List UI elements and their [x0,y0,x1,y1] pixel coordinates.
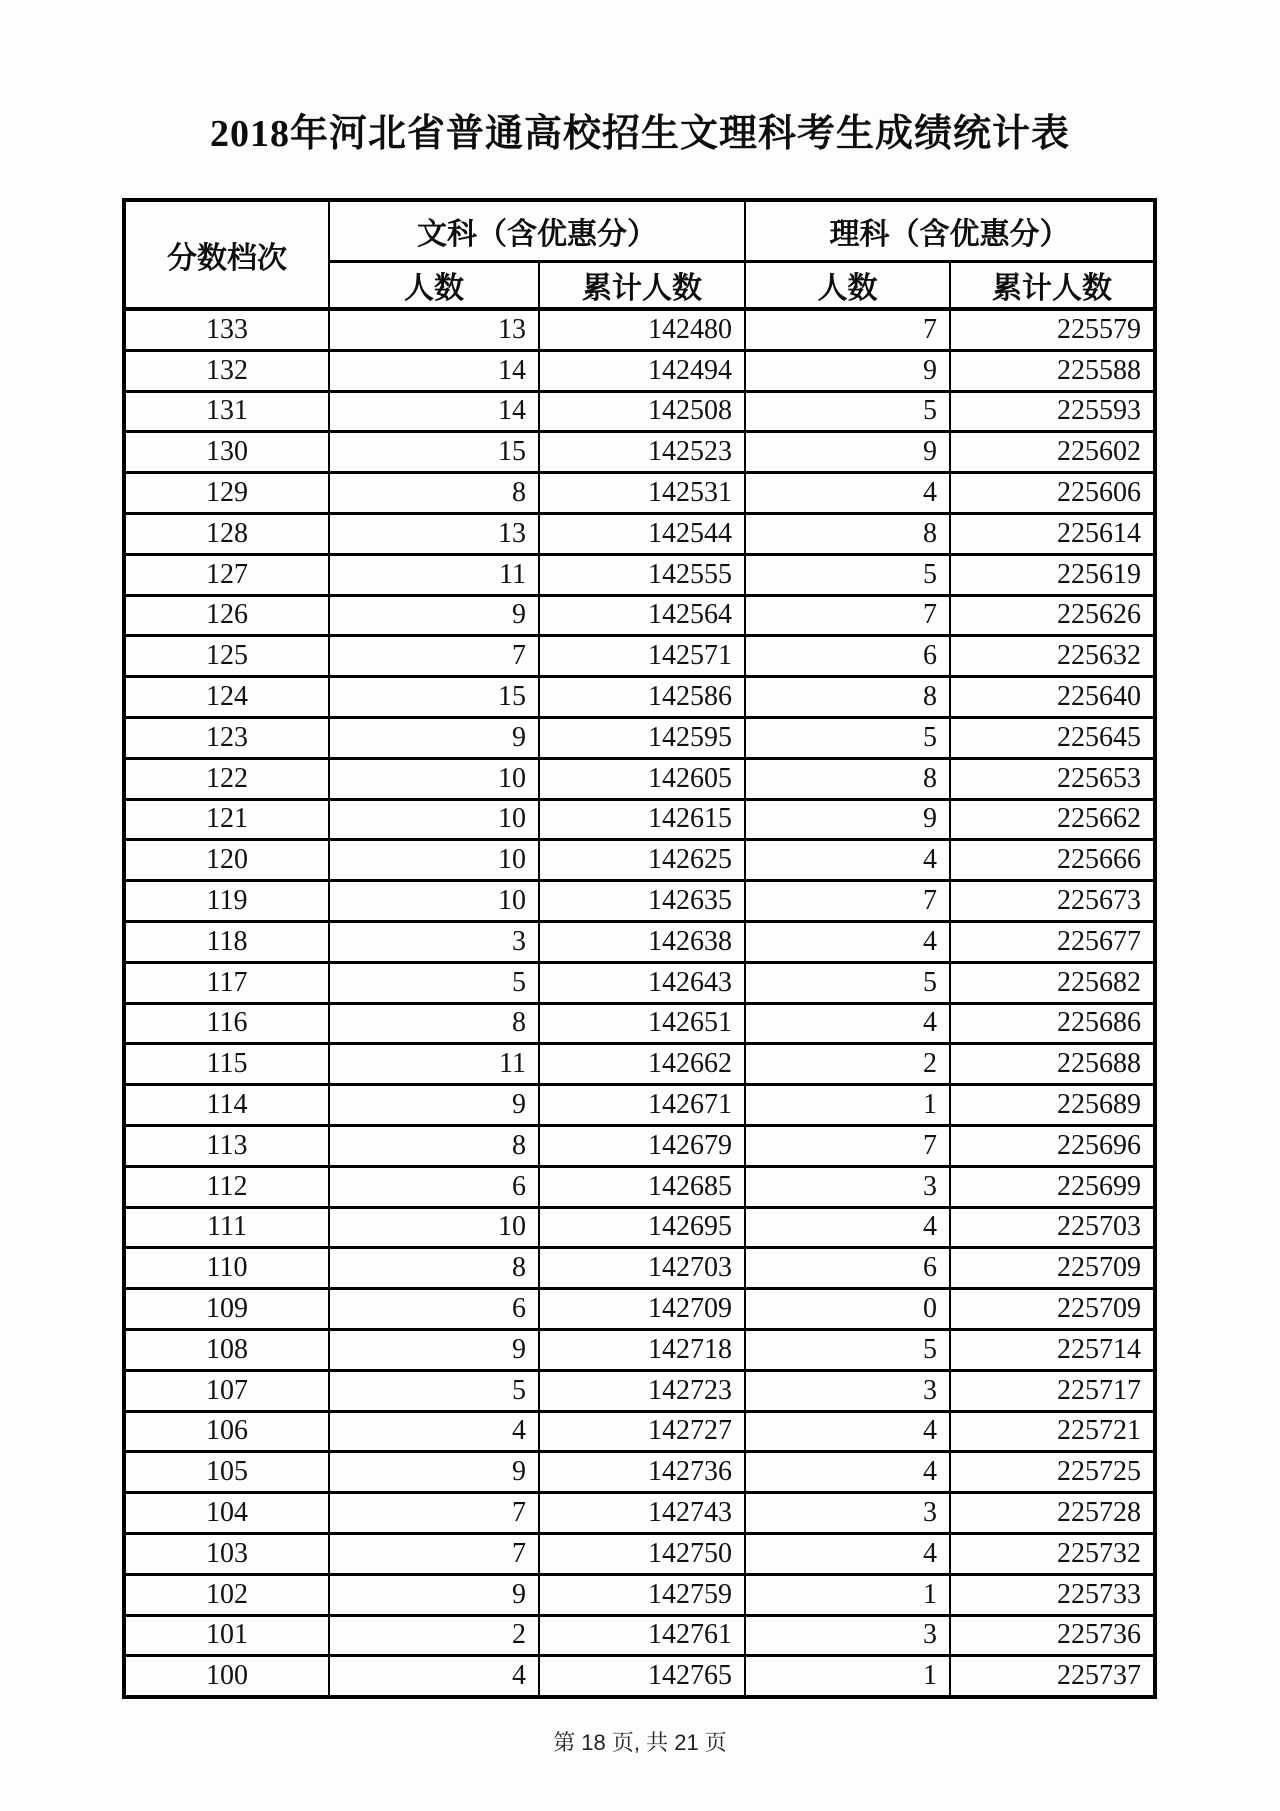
score-level-cell: 126 [124,595,329,636]
score-level-cell: 108 [124,1329,329,1370]
wenke-count-cell: 9 [329,1329,539,1370]
like-cumulative-cell: 225699 [950,1166,1155,1207]
wenke-count-cell: 8 [329,1248,539,1289]
like-cumulative-cell: 225682 [950,962,1155,1003]
like-count-cell: 9 [745,799,950,840]
table-row [124,881,1155,922]
wenke-cumulative-cell: 142679 [539,1125,745,1166]
like-count-cell: 7 [745,309,950,350]
like-count-cell: 9 [745,432,950,473]
table-row [124,1044,1155,1085]
wenke-count-cell: 9 [329,595,539,636]
like-count-cell: 2 [745,1044,950,1085]
table-row [124,1248,1155,1289]
wenke-count-cell: 8 [329,473,539,514]
wenke-cumulative-cell: 142695 [539,1207,745,1248]
like-cumulative-cell: 225606 [950,473,1155,514]
like-cumulative-cell: 225645 [950,717,1155,758]
score-level-cell: 128 [124,513,329,554]
table-row [124,391,1155,432]
like-cumulative-cell: 225732 [950,1533,1155,1574]
like-count-cell: 4 [745,840,950,881]
like-count-cell: 1 [745,1574,950,1615]
wenke-cumulative-cell: 142662 [539,1044,745,1085]
wenke-count-cell: 14 [329,350,539,391]
score-level-cell: 112 [124,1166,329,1207]
wenke-cumulative-cell: 142703 [539,1248,745,1289]
wenke-count-cell: 9 [329,1574,539,1615]
wenke-cumulative-cell: 142531 [539,473,745,514]
score-level-cell: 105 [124,1452,329,1493]
wenke-cumulative-cell: 142494 [539,350,745,391]
wenke-count-cell: 10 [329,799,539,840]
table-row [124,432,1155,473]
like-count-cell: 4 [745,1003,950,1044]
like-count-cell: 5 [745,717,950,758]
wenke-cumulative-cell: 142555 [539,554,745,595]
wenke-cumulative-cell: 142508 [539,391,745,432]
wenke-count-cell: 10 [329,840,539,881]
like-count-cell: 0 [745,1289,950,1330]
table-row [124,1370,1155,1411]
score-level-cell: 125 [124,636,329,677]
table-header-group-row [124,200,1155,262]
like-count-cell: 7 [745,881,950,922]
wenke-cumulative-cell: 142750 [539,1533,745,1574]
like-count-cell: 6 [745,636,950,677]
wenke-count-cell: 6 [329,1289,539,1330]
table-row [124,1452,1155,1493]
table-row [124,1289,1155,1330]
like-cumulative-cell: 225714 [950,1329,1155,1370]
wenke-cumulative-cell: 142743 [539,1493,745,1534]
like-cumulative-cell: 225709 [950,1289,1155,1330]
wenke-count-cell: 13 [329,309,539,350]
table-row [124,1085,1155,1126]
like-cumulative-cell: 225602 [950,432,1155,473]
score-level-cell: 114 [124,1085,329,1126]
score-level-cell: 110 [124,1248,329,1289]
wenke-count-cell: 9 [329,717,539,758]
table-row [124,758,1155,799]
like-count-cell: 1 [745,1085,950,1126]
score-level-cell: 109 [124,1289,329,1330]
like-cumulative-cell: 225579 [950,309,1155,350]
wenke-count-cell: 15 [329,432,539,473]
like-cumulative-cell: 225653 [950,758,1155,799]
wenke-cumulative-cell: 142615 [539,799,745,840]
wenke-cumulative-cell: 142685 [539,1166,745,1207]
wenke-count-cell: 3 [329,921,539,962]
table-row [124,595,1155,636]
like-cumulative-cell: 225626 [950,595,1155,636]
wenke-cumulative-cell: 142564 [539,595,745,636]
table-row [124,1533,1155,1574]
table-row [124,1615,1155,1656]
table-row [124,962,1155,1003]
wenke-count-cell: 5 [329,1370,539,1411]
wenke-count-cell: 9 [329,1085,539,1126]
wenke-cumulative-cell: 142480 [539,309,745,350]
table-row [124,1125,1155,1166]
wenke-count-cell: 6 [329,1166,539,1207]
like-cumulative-cell: 225588 [950,350,1155,391]
score-level-cell: 103 [124,1533,329,1574]
like-cumulative-cell: 225593 [950,391,1155,432]
wenke-cumulative-cell: 142605 [539,758,745,799]
table-row [124,350,1155,391]
table-row [124,1207,1155,1248]
wenke-cumulative-cell: 142625 [539,840,745,881]
like-cumulative-cell: 225696 [950,1125,1155,1166]
like-count-cell: 3 [745,1166,950,1207]
table-row [124,513,1155,554]
like-cumulative-cell: 225677 [950,921,1155,962]
like-cumulative-cell: 225673 [950,881,1155,922]
like-count-cell: 7 [745,595,950,636]
like-count-cell: 5 [745,391,950,432]
wenke-cumulative-cell: 142718 [539,1329,745,1370]
header-score-level: 分数档次 [124,200,329,309]
like-count-cell: 4 [745,1207,950,1248]
like-cumulative-cell: 225640 [950,677,1155,718]
score-level-cell: 130 [124,432,329,473]
score-level-cell: 131 [124,391,329,432]
page-title: 2018年河北省普通高校招生文理科考生成绩统计表 [209,113,1070,155]
wenke-cumulative-cell: 142736 [539,1452,745,1493]
table-row [124,309,1155,350]
like-cumulative-cell: 225662 [950,799,1155,840]
wenke-cumulative-cell: 142571 [539,636,745,677]
wenke-count-cell: 4 [329,1411,539,1452]
wenke-count-cell: 15 [329,677,539,718]
wenke-count-cell: 10 [329,881,539,922]
like-cumulative-cell: 225686 [950,1003,1155,1044]
like-cumulative-cell: 225688 [950,1044,1155,1085]
table-row [124,554,1155,595]
wenke-count-cell: 13 [329,513,539,554]
like-count-cell: 4 [745,1452,950,1493]
like-cumulative-cell: 225737 [950,1656,1155,1697]
like-count-cell: 5 [745,554,950,595]
like-count-cell: 3 [745,1370,950,1411]
like-count-cell: 5 [745,962,950,1003]
table-row [124,921,1155,962]
table-row [124,1574,1155,1615]
header-like-cumulative: 累计人数 [950,262,1155,310]
table-row [124,717,1155,758]
like-cumulative-cell: 225717 [950,1370,1155,1411]
score-level-cell: 121 [124,799,329,840]
wenke-cumulative-cell: 142635 [539,881,745,922]
score-level-cell: 129 [124,473,329,514]
wenke-cumulative-cell: 142638 [539,921,745,962]
wenke-count-cell: 10 [329,758,539,799]
score-level-cell: 113 [124,1125,329,1166]
like-count-cell: 3 [745,1615,950,1656]
wenke-cumulative-cell: 142727 [539,1411,745,1452]
wenke-count-cell: 7 [329,1533,539,1574]
wenke-cumulative-cell: 142761 [539,1615,745,1656]
table-row [124,1166,1155,1207]
wenke-cumulative-cell: 142544 [539,513,745,554]
wenke-cumulative-cell: 142523 [539,432,745,473]
score-level-cell: 133 [124,309,329,350]
wenke-count-cell: 14 [329,391,539,432]
wenke-cumulative-cell: 142643 [539,962,745,1003]
wenke-count-cell: 7 [329,1493,539,1534]
header-wenke-cumulative: 累计人数 [539,262,745,310]
like-count-cell: 1 [745,1656,950,1697]
score-level-cell: 102 [124,1574,329,1615]
like-cumulative-cell: 225614 [950,513,1155,554]
like-count-cell: 4 [745,921,950,962]
like-count-cell: 5 [745,1329,950,1370]
like-cumulative-cell: 225666 [950,840,1155,881]
wenke-count-cell: 4 [329,1656,539,1697]
wenke-cumulative-cell: 142765 [539,1656,745,1697]
table-row [124,1003,1155,1044]
wenke-count-cell: 5 [329,962,539,1003]
score-level-cell: 116 [124,1003,329,1044]
like-cumulative-cell: 225619 [950,554,1155,595]
table-row [124,1411,1155,1452]
header-wenke-group: 文科（含优惠分） [329,200,745,262]
like-cumulative-cell: 225709 [950,1248,1155,1289]
page-number-footer: 第 18 页, 共 21 页 [553,1730,727,1755]
like-cumulative-cell: 225733 [950,1574,1155,1615]
like-count-cell: 8 [745,513,950,554]
like-cumulative-cell: 225728 [950,1493,1155,1534]
like-count-cell: 8 [745,677,950,718]
table-row [124,1493,1155,1534]
wenke-cumulative-cell: 142671 [539,1085,745,1126]
table-row [124,840,1155,881]
score-level-cell: 101 [124,1615,329,1656]
table-row [124,1656,1155,1697]
like-cumulative-cell: 225703 [950,1207,1155,1248]
like-count-cell: 7 [745,1125,950,1166]
wenke-count-cell: 8 [329,1003,539,1044]
table-row [124,473,1155,514]
wenke-count-cell: 7 [329,636,539,677]
score-level-cell: 106 [124,1411,329,1452]
wenke-count-cell: 11 [329,1044,539,1085]
like-cumulative-cell: 225721 [950,1411,1155,1452]
table-row [124,1329,1155,1370]
wenke-cumulative-cell: 142759 [539,1574,745,1615]
score-level-cell: 119 [124,881,329,922]
wenke-cumulative-cell: 142595 [539,717,745,758]
wenke-cumulative-cell: 142586 [539,677,745,718]
wenke-count-cell: 11 [329,554,539,595]
wenke-cumulative-cell: 142709 [539,1289,745,1330]
score-level-cell: 107 [124,1370,329,1411]
score-level-cell: 118 [124,921,329,962]
wenke-count-cell: 2 [329,1615,539,1656]
header-like-count: 人数 [745,262,950,310]
like-cumulative-cell: 225736 [950,1615,1155,1656]
like-count-cell: 9 [745,350,950,391]
table-header [124,200,1155,309]
wenke-cumulative-cell: 142651 [539,1003,745,1044]
like-count-cell: 8 [745,758,950,799]
like-count-cell: 4 [745,473,950,514]
wenke-count-cell: 10 [329,1207,539,1248]
score-level-cell: 111 [124,1207,329,1248]
score-level-cell: 104 [124,1493,329,1534]
like-cumulative-cell: 225725 [950,1452,1155,1493]
score-level-cell: 127 [124,554,329,595]
score-level-cell: 115 [124,1044,329,1085]
like-count-cell: 3 [745,1493,950,1534]
table-row [124,799,1155,840]
score-level-cell: 120 [124,840,329,881]
score-statistics-table [122,198,1157,1699]
like-cumulative-cell: 225632 [950,636,1155,677]
header-wenke-count: 人数 [329,262,539,310]
score-level-cell: 117 [124,962,329,1003]
like-cumulative-cell: 225689 [950,1085,1155,1126]
wenke-count-cell: 9 [329,1452,539,1493]
score-level-cell: 124 [124,677,329,718]
score-level-cell: 132 [124,350,329,391]
table-row [124,636,1155,677]
table-row [124,677,1155,718]
wenke-cumulative-cell: 142723 [539,1370,745,1411]
score-level-cell: 123 [124,717,329,758]
score-level-cell: 122 [124,758,329,799]
score-level-cell: 100 [124,1656,329,1697]
score-table-body [124,309,1155,1697]
header-like-group: 理科（含优惠分） [745,200,1155,262]
like-count-cell: 6 [745,1248,950,1289]
like-count-cell: 4 [745,1533,950,1574]
wenke-count-cell: 8 [329,1125,539,1166]
like-count-cell: 4 [745,1411,950,1452]
